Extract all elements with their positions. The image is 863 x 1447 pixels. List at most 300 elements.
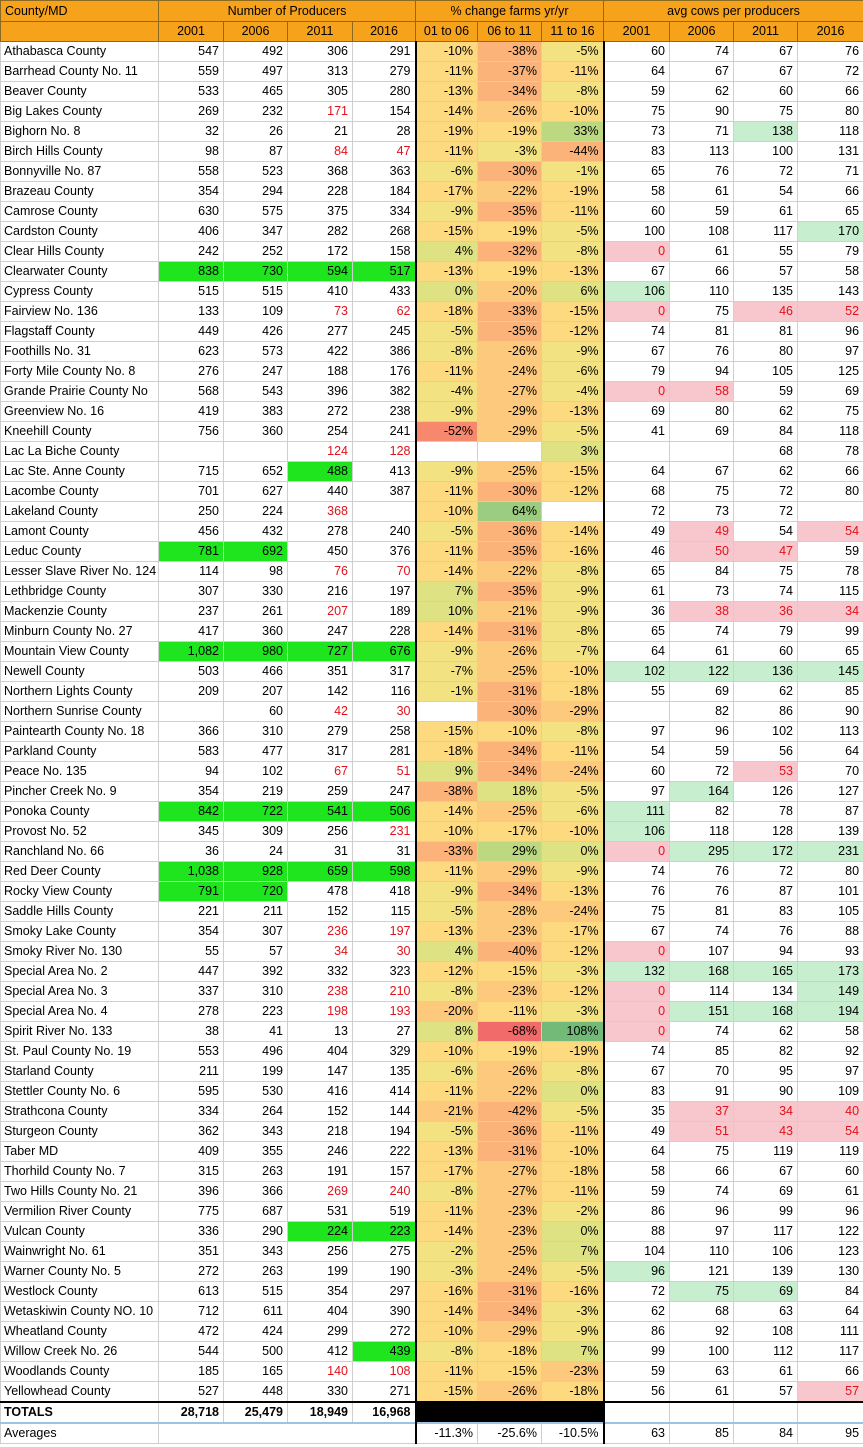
change-cell[interactable]: -23% (478, 922, 542, 942)
producers-cell[interactable] (353, 502, 416, 522)
producers-cell[interactable]: 51 (353, 762, 416, 782)
cows-cell[interactable]: 100 (670, 1342, 734, 1362)
period-header[interactable]: 01 to 06 (416, 22, 478, 42)
cows-cell[interactable]: 107 (670, 942, 734, 962)
cows-cell[interactable]: 96 (604, 1262, 670, 1282)
change-cell[interactable]: -19% (478, 1042, 542, 1062)
change-cell[interactable]: 7% (416, 582, 478, 602)
producers-cell[interactable]: 281 (353, 742, 416, 762)
producers-cell[interactable]: 712 (159, 1302, 224, 1322)
cows-cell[interactable]: 58 (798, 1022, 863, 1042)
county-name[interactable]: Special Area No. 4 (1, 1002, 159, 1022)
producers-cell[interactable]: 216 (288, 582, 353, 602)
change-cell[interactable]: -33% (416, 842, 478, 862)
change-cell[interactable]: -24% (542, 762, 604, 782)
producers-cell[interactable]: 330 (288, 1382, 353, 1403)
producers-cell[interactable]: 568 (159, 382, 224, 402)
cows-cell[interactable]: 67 (670, 462, 734, 482)
change-cell[interactable]: -35% (478, 202, 542, 222)
producers-cell[interactable]: 188 (288, 362, 353, 382)
producers-cell[interactable]: 30 (353, 942, 416, 962)
change-cell[interactable]: -17% (416, 1162, 478, 1182)
cows-cell[interactable]: 58 (670, 382, 734, 402)
producers-cell[interactable]: 36 (159, 842, 224, 862)
producers-cell[interactable]: 449 (159, 322, 224, 342)
producers-cell[interactable]: 211 (224, 902, 288, 922)
change-cell[interactable]: -9% (416, 642, 478, 662)
producers-cell[interactable]: 291 (353, 42, 416, 62)
cows-header[interactable]: avg cows per producers (604, 1, 863, 22)
producers-cell[interactable]: 57 (224, 942, 288, 962)
year-header[interactable]: 2016 (353, 22, 416, 42)
change-cell[interactable]: -11% (416, 542, 478, 562)
change-cell[interactable]: -20% (478, 282, 542, 302)
producers-cell[interactable]: 128 (353, 442, 416, 462)
period-header[interactable]: 06 to 11 (478, 22, 542, 42)
producers-cell[interactable]: 382 (353, 382, 416, 402)
producers-cell[interactable] (159, 442, 224, 462)
producers-cell[interactable]: 238 (353, 402, 416, 422)
cows-cell[interactable]: 86 (734, 702, 798, 722)
change-cell[interactable]: -29% (478, 1322, 542, 1342)
county-name[interactable]: St. Paul County No. 19 (1, 1042, 159, 1062)
cows-cell[interactable]: 108 (670, 222, 734, 242)
county-name[interactable]: Lamont County (1, 522, 159, 542)
black-filled-cell[interactable] (416, 1402, 604, 1423)
change-cell[interactable]: -14% (416, 562, 478, 582)
producers-cell[interactable]: 279 (288, 722, 353, 742)
change-cell[interactable]: -14% (416, 1302, 478, 1322)
cows-cell[interactable]: 74 (734, 582, 798, 602)
producers-cell[interactable]: 383 (224, 402, 288, 422)
producers-cell[interactable]: 290 (224, 1222, 288, 1242)
change-cell[interactable]: -29% (542, 702, 604, 722)
change-cell[interactable]: -11% (416, 1362, 478, 1382)
cows-cell[interactable] (798, 502, 863, 522)
cows-cell[interactable]: 80 (798, 862, 863, 882)
cows-cell[interactable]: 108 (734, 1322, 798, 1342)
change-cell[interactable]: 4% (416, 942, 478, 962)
change-cell[interactable]: -11% (542, 62, 604, 82)
change-cell[interactable]: -17% (416, 182, 478, 202)
producers-cell[interactable]: 218 (288, 1122, 353, 1142)
total-cell[interactable]: 28,718 (159, 1402, 224, 1423)
cows-cell[interactable]: 47 (734, 542, 798, 562)
cows-cell[interactable]: 78 (798, 562, 863, 582)
cows-cell[interactable]: 38 (670, 602, 734, 622)
change-cell[interactable]: -15% (416, 1382, 478, 1403)
cows-cell[interactable]: 65 (604, 622, 670, 642)
producers-cell[interactable]: 500 (224, 1342, 288, 1362)
cows-cell[interactable]: 67 (734, 42, 798, 62)
county-name[interactable]: Minburn County No. 27 (1, 622, 159, 642)
producers-cell[interactable]: 254 (288, 422, 353, 442)
producers-cell[interactable]: 531 (288, 1202, 353, 1222)
producers-cell[interactable]: 245 (353, 322, 416, 342)
cows-cell[interactable]: 65 (798, 202, 863, 222)
producers-cell[interactable]: 360 (224, 422, 288, 442)
change-cell[interactable]: -6% (542, 802, 604, 822)
producers-cell[interactable]: 228 (288, 182, 353, 202)
producers-cell[interactable]: 623 (159, 342, 224, 362)
change-cell[interactable]: -15% (542, 462, 604, 482)
cows-cell[interactable]: 0 (604, 982, 670, 1002)
change-cell[interactable]: -5% (416, 522, 478, 542)
change-cell[interactable]: -10% (542, 102, 604, 122)
county-name[interactable]: Grande Prairie County No (1, 382, 159, 402)
producers-cell[interactable]: 492 (224, 42, 288, 62)
producers-cell[interactable]: 440 (288, 482, 353, 502)
change-cell[interactable]: -22% (478, 562, 542, 582)
cows-cell[interactable]: 145 (798, 662, 863, 682)
cows-cell[interactable]: 61 (670, 1382, 734, 1403)
producers-cell[interactable]: 60 (224, 702, 288, 722)
producers-cell[interactable]: 198 (288, 1002, 353, 1022)
change-cell[interactable]: -14% (416, 102, 478, 122)
cows-cell[interactable]: 70 (798, 762, 863, 782)
producers-cell[interactable]: 252 (224, 242, 288, 262)
cows-cell[interactable]: 0 (604, 382, 670, 402)
change-cell[interactable]: -5% (416, 322, 478, 342)
producers-cell[interactable]: 547 (159, 42, 224, 62)
producers-cell[interactable]: 263 (224, 1262, 288, 1282)
county-name[interactable]: Lethbridge County (1, 582, 159, 602)
producers-cell[interactable]: 329 (353, 1042, 416, 1062)
change-cell[interactable] (416, 442, 478, 462)
cows-cell[interactable]: 55 (734, 242, 798, 262)
change-cell[interactable]: -10% (478, 722, 542, 742)
cows-cell[interactable]: 86 (604, 1322, 670, 1342)
county-name[interactable]: Lac Ste. Anne County (1, 462, 159, 482)
change-cell[interactable]: -5% (542, 42, 604, 62)
county-name[interactable]: Smoky River No. 130 (1, 942, 159, 962)
change-cell[interactable]: 4% (416, 242, 478, 262)
producers-cell[interactable]: 466 (224, 662, 288, 682)
change-cell[interactable]: -10% (416, 822, 478, 842)
cows-cell[interactable]: 295 (670, 842, 734, 862)
producers-cell[interactable]: 530 (224, 1082, 288, 1102)
cows-cell[interactable]: 99 (604, 1342, 670, 1362)
cows-cell[interactable]: 73 (670, 582, 734, 602)
producers-cell[interactable]: 87 (224, 142, 288, 162)
cows-cell[interactable]: 71 (670, 122, 734, 142)
producers-cell[interactable]: 199 (224, 1062, 288, 1082)
county-name[interactable]: Parkland County (1, 742, 159, 762)
cows-cell[interactable]: 59 (670, 742, 734, 762)
change-cell[interactable]: -5% (416, 1122, 478, 1142)
producers-cell[interactable]: 142 (288, 682, 353, 702)
county-name[interactable]: Mackenzie County (1, 602, 159, 622)
producers-cell[interactable]: 70 (353, 562, 416, 582)
cows-cell[interactable]: 81 (734, 322, 798, 342)
change-cell[interactable]: -34% (478, 1302, 542, 1322)
cows-cell[interactable]: 76 (670, 882, 734, 902)
year-header[interactable]: 2001 (604, 22, 670, 42)
change-cell[interactable]: -14% (416, 622, 478, 642)
total-cell[interactable]: 25,479 (224, 1402, 288, 1423)
cows-cell[interactable]: 56 (734, 742, 798, 762)
change-cell[interactable]: -44% (542, 142, 604, 162)
cows-cell[interactable]: 67 (604, 342, 670, 362)
cows-cell[interactable]: 0 (604, 1002, 670, 1022)
cows-cell[interactable]: 61 (734, 1362, 798, 1382)
cows-cell[interactable]: 87 (798, 802, 863, 822)
cows-cell[interactable]: 115 (798, 582, 863, 602)
county-name[interactable]: Vulcan County (1, 1222, 159, 1242)
cows-cell[interactable]: 59 (604, 1182, 670, 1202)
producers-cell[interactable]: 276 (159, 362, 224, 382)
cows-cell[interactable]: 75 (798, 402, 863, 422)
producers-cell[interactable]: 472 (159, 1322, 224, 1342)
county-name[interactable]: Birch Hills County (1, 142, 159, 162)
cows-cell[interactable]: 62 (604, 1302, 670, 1322)
producers-cell[interactable]: 31 (353, 842, 416, 862)
producers-cell[interactable]: 553 (159, 1042, 224, 1062)
change-cell[interactable]: -30% (478, 702, 542, 722)
average-change-cell[interactable]: -11.3% (416, 1423, 478, 1444)
cows-cell[interactable]: 75 (604, 102, 670, 122)
producers-cell[interactable]: 417 (159, 622, 224, 642)
empty-cell[interactable] (604, 1402, 670, 1423)
producers-cell[interactable]: 241 (353, 422, 416, 442)
producers-cell[interactable]: 334 (353, 202, 416, 222)
change-cell[interactable]: -33% (478, 302, 542, 322)
producers-cell[interactable]: 727 (288, 642, 353, 662)
producers-cell[interactable]: 575 (224, 202, 288, 222)
producers-cell[interactable]: 406 (159, 222, 224, 242)
cows-cell[interactable]: 59 (670, 202, 734, 222)
cows-cell[interactable]: 72 (604, 1282, 670, 1302)
cows-cell[interactable]: 88 (604, 1222, 670, 1242)
cows-cell[interactable]: 67 (604, 922, 670, 942)
producers-cell[interactable]: 264 (224, 1102, 288, 1122)
change-cell[interactable]: -12% (542, 322, 604, 342)
cows-cell[interactable]: 74 (670, 42, 734, 62)
cows-cell[interactable]: 64 (604, 642, 670, 662)
cows-cell[interactable]: 131 (798, 142, 863, 162)
cows-cell[interactable]: 35 (604, 1102, 670, 1122)
cows-cell[interactable]: 69 (670, 682, 734, 702)
change-cell[interactable]: -28% (478, 902, 542, 922)
producers-cell[interactable]: 418 (353, 882, 416, 902)
producers-cell[interactable]: 269 (288, 1182, 353, 1202)
producers-cell[interactable]: 404 (288, 1042, 353, 1062)
cows-cell[interactable]: 54 (734, 182, 798, 202)
cows-cell[interactable]: 97 (604, 722, 670, 742)
producers-cell[interactable]: 250 (159, 502, 224, 522)
producers-cell[interactable]: 354 (159, 922, 224, 942)
change-cell[interactable]: -8% (542, 722, 604, 742)
cows-cell[interactable]: 84 (670, 562, 734, 582)
producers-cell[interactable]: 242 (159, 242, 224, 262)
producers-cell[interactable]: 345 (159, 822, 224, 842)
cows-cell[interactable]: 231 (798, 842, 863, 862)
producers-cell[interactable]: 720 (224, 882, 288, 902)
cows-cell[interactable]: 60 (798, 1162, 863, 1182)
county-name[interactable]: Paintearth County No. 18 (1, 722, 159, 742)
cows-cell[interactable]: 119 (734, 1142, 798, 1162)
cows-cell[interactable]: 72 (734, 162, 798, 182)
producers-cell[interactable]: 165 (224, 1362, 288, 1382)
cows-cell[interactable]: 111 (604, 802, 670, 822)
cows-cell[interactable]: 132 (604, 962, 670, 982)
cows-cell[interactable]: 96 (798, 322, 863, 342)
cows-cell[interactable]: 127 (798, 782, 863, 802)
change-cell[interactable]: -31% (478, 622, 542, 642)
change-cell[interactable]: -11% (416, 482, 478, 502)
producers-cell[interactable]: 191 (288, 1162, 353, 1182)
change-cell[interactable]: 108% (542, 1022, 604, 1042)
cows-cell[interactable]: 0 (604, 842, 670, 862)
producers-cell[interactable]: 315 (159, 1162, 224, 1182)
producers-cell[interactable]: 299 (288, 1322, 353, 1342)
producers-cell[interactable]: 240 (353, 522, 416, 542)
county-name[interactable]: Starland County (1, 1062, 159, 1082)
change-cell[interactable]: -18% (416, 302, 478, 322)
change-cell[interactable]: -29% (478, 422, 542, 442)
cows-cell[interactable]: 101 (798, 882, 863, 902)
change-cell[interactable]: 0% (542, 1222, 604, 1242)
cows-cell[interactable]: 70 (670, 1062, 734, 1082)
cows-cell[interactable]: 106 (604, 282, 670, 302)
change-cell[interactable]: -20% (416, 1002, 478, 1022)
year-header[interactable]: 2011 (734, 22, 798, 42)
cows-cell[interactable]: 72 (604, 502, 670, 522)
county-name[interactable]: Spirit River No. 133 (1, 1022, 159, 1042)
producers-cell[interactable]: 278 (288, 522, 353, 542)
cows-cell[interactable]: 46 (604, 542, 670, 562)
cows-cell[interactable]: 58 (798, 262, 863, 282)
change-cell[interactable]: -19% (478, 262, 542, 282)
producers-cell[interactable]: 791 (159, 882, 224, 902)
producers-cell[interactable]: 439 (353, 1342, 416, 1362)
cows-cell[interactable]: 36 (604, 602, 670, 622)
producers-cell[interactable]: 432 (224, 522, 288, 542)
change-cell[interactable]: -25% (478, 1242, 542, 1262)
producers-cell[interactable]: 544 (159, 1342, 224, 1362)
producers-cell[interactable]: 197 (353, 922, 416, 942)
producers-cell[interactable]: 13 (288, 1022, 353, 1042)
cows-cell[interactable]: 149 (798, 982, 863, 1002)
change-cell[interactable]: 7% (542, 1242, 604, 1262)
producers-cell[interactable]: 652 (224, 462, 288, 482)
cows-cell[interactable]: 49 (670, 522, 734, 542)
cows-cell[interactable]: 68 (604, 482, 670, 502)
cows-cell[interactable]: 82 (734, 1042, 798, 1062)
change-cell[interactable]: 7% (542, 1342, 604, 1362)
cows-cell[interactable]: 67 (604, 1062, 670, 1082)
producers-cell[interactable]: 222 (353, 1142, 416, 1162)
cows-cell[interactable]: 96 (670, 1202, 734, 1222)
change-cell[interactable]: -36% (478, 1122, 542, 1142)
producers-cell[interactable]: 34 (288, 942, 353, 962)
change-cell[interactable]: -11% (416, 362, 478, 382)
change-cell[interactable]: -38% (478, 42, 542, 62)
cows-cell[interactable]: 67 (734, 62, 798, 82)
cows-cell[interactable]: 82 (670, 802, 734, 822)
change-cell[interactable]: -3% (542, 1002, 604, 1022)
producers-cell[interactable]: 272 (288, 402, 353, 422)
producers-cell[interactable]: 67 (288, 762, 353, 782)
change-cell[interactable]: 33% (542, 122, 604, 142)
cows-cell[interactable]: 62 (670, 82, 734, 102)
county-name[interactable]: Bonnyville No. 87 (1, 162, 159, 182)
cows-cell[interactable]: 52 (798, 302, 863, 322)
cows-cell[interactable]: 173 (798, 962, 863, 982)
cows-cell[interactable]: 139 (798, 822, 863, 842)
producers-cell[interactable]: 375 (288, 202, 353, 222)
cows-cell[interactable]: 97 (604, 782, 670, 802)
cows-cell[interactable]: 78 (734, 802, 798, 822)
county-name[interactable]: Athabasca County (1, 42, 159, 62)
producers-cell[interactable]: 41 (224, 1022, 288, 1042)
producers-cell[interactable]: 240 (353, 1182, 416, 1202)
average-cows-cell[interactable]: 84 (734, 1423, 798, 1444)
average-cows-cell[interactable]: 95 (798, 1423, 863, 1444)
producers-cell[interactable]: 305 (288, 82, 353, 102)
cows-cell[interactable]: 61 (670, 182, 734, 202)
cows-cell[interactable]: 64 (798, 1302, 863, 1322)
change-cell[interactable]: -26% (478, 642, 542, 662)
change-cell[interactable]: -11% (542, 202, 604, 222)
county-name[interactable]: Pincher Creek No. 9 (1, 782, 159, 802)
producers-cell[interactable]: 193 (353, 1002, 416, 1022)
producers-cell[interactable]: 447 (159, 962, 224, 982)
cows-cell[interactable]: 86 (604, 1202, 670, 1222)
cows-cell[interactable]: 66 (670, 1162, 734, 1182)
cows-cell[interactable]: 65 (604, 562, 670, 582)
change-cell[interactable]: -31% (478, 1142, 542, 1162)
producers-cell[interactable]: 277 (288, 322, 353, 342)
producers-cell[interactable]: 414 (353, 1082, 416, 1102)
cows-cell[interactable]: 64 (604, 62, 670, 82)
cows-cell[interactable]: 57 (734, 262, 798, 282)
cows-cell[interactable]: 118 (798, 422, 863, 442)
cows-cell[interactable]: 125 (798, 362, 863, 382)
cows-cell[interactable]: 36 (734, 602, 798, 622)
cows-cell[interactable]: 58 (604, 182, 670, 202)
cows-cell[interactable]: 105 (734, 362, 798, 382)
producers-cell[interactable]: 309 (224, 822, 288, 842)
cows-cell[interactable]: 54 (798, 522, 863, 542)
producers-cell[interactable]: 416 (288, 1082, 353, 1102)
change-cell[interactable]: -8% (542, 82, 604, 102)
change-cell[interactable]: -13% (542, 402, 604, 422)
producers-cell[interactable]: 221 (159, 902, 224, 922)
cows-cell[interactable]: 59 (734, 382, 798, 402)
producers-cell[interactable]: 692 (224, 542, 288, 562)
producers-cell[interactable]: 390 (353, 1302, 416, 1322)
change-cell[interactable]: -34% (478, 82, 542, 102)
cows-cell[interactable]: 88 (798, 922, 863, 942)
producers-cell[interactable]: 147 (288, 1062, 353, 1082)
producers-cell[interactable]: 272 (353, 1322, 416, 1342)
change-cell[interactable]: -8% (416, 1342, 478, 1362)
producers-cell[interactable]: 368 (288, 502, 353, 522)
producers-cell[interactable]: 448 (224, 1382, 288, 1403)
cows-cell[interactable]: 63 (670, 1362, 734, 1382)
cows-cell[interactable]: 79 (798, 242, 863, 262)
cows-cell[interactable]: 69 (734, 1282, 798, 1302)
change-cell[interactable]: -25% (478, 802, 542, 822)
change-cell[interactable]: -8% (542, 622, 604, 642)
producers-cell[interactable]: 630 (159, 202, 224, 222)
producers-cell[interactable]: 268 (353, 222, 416, 242)
producers-cell[interactable]: 351 (288, 662, 353, 682)
change-cell[interactable]: -7% (416, 662, 478, 682)
change-cell[interactable]: 0% (542, 842, 604, 862)
cows-cell[interactable]: 80 (734, 342, 798, 362)
